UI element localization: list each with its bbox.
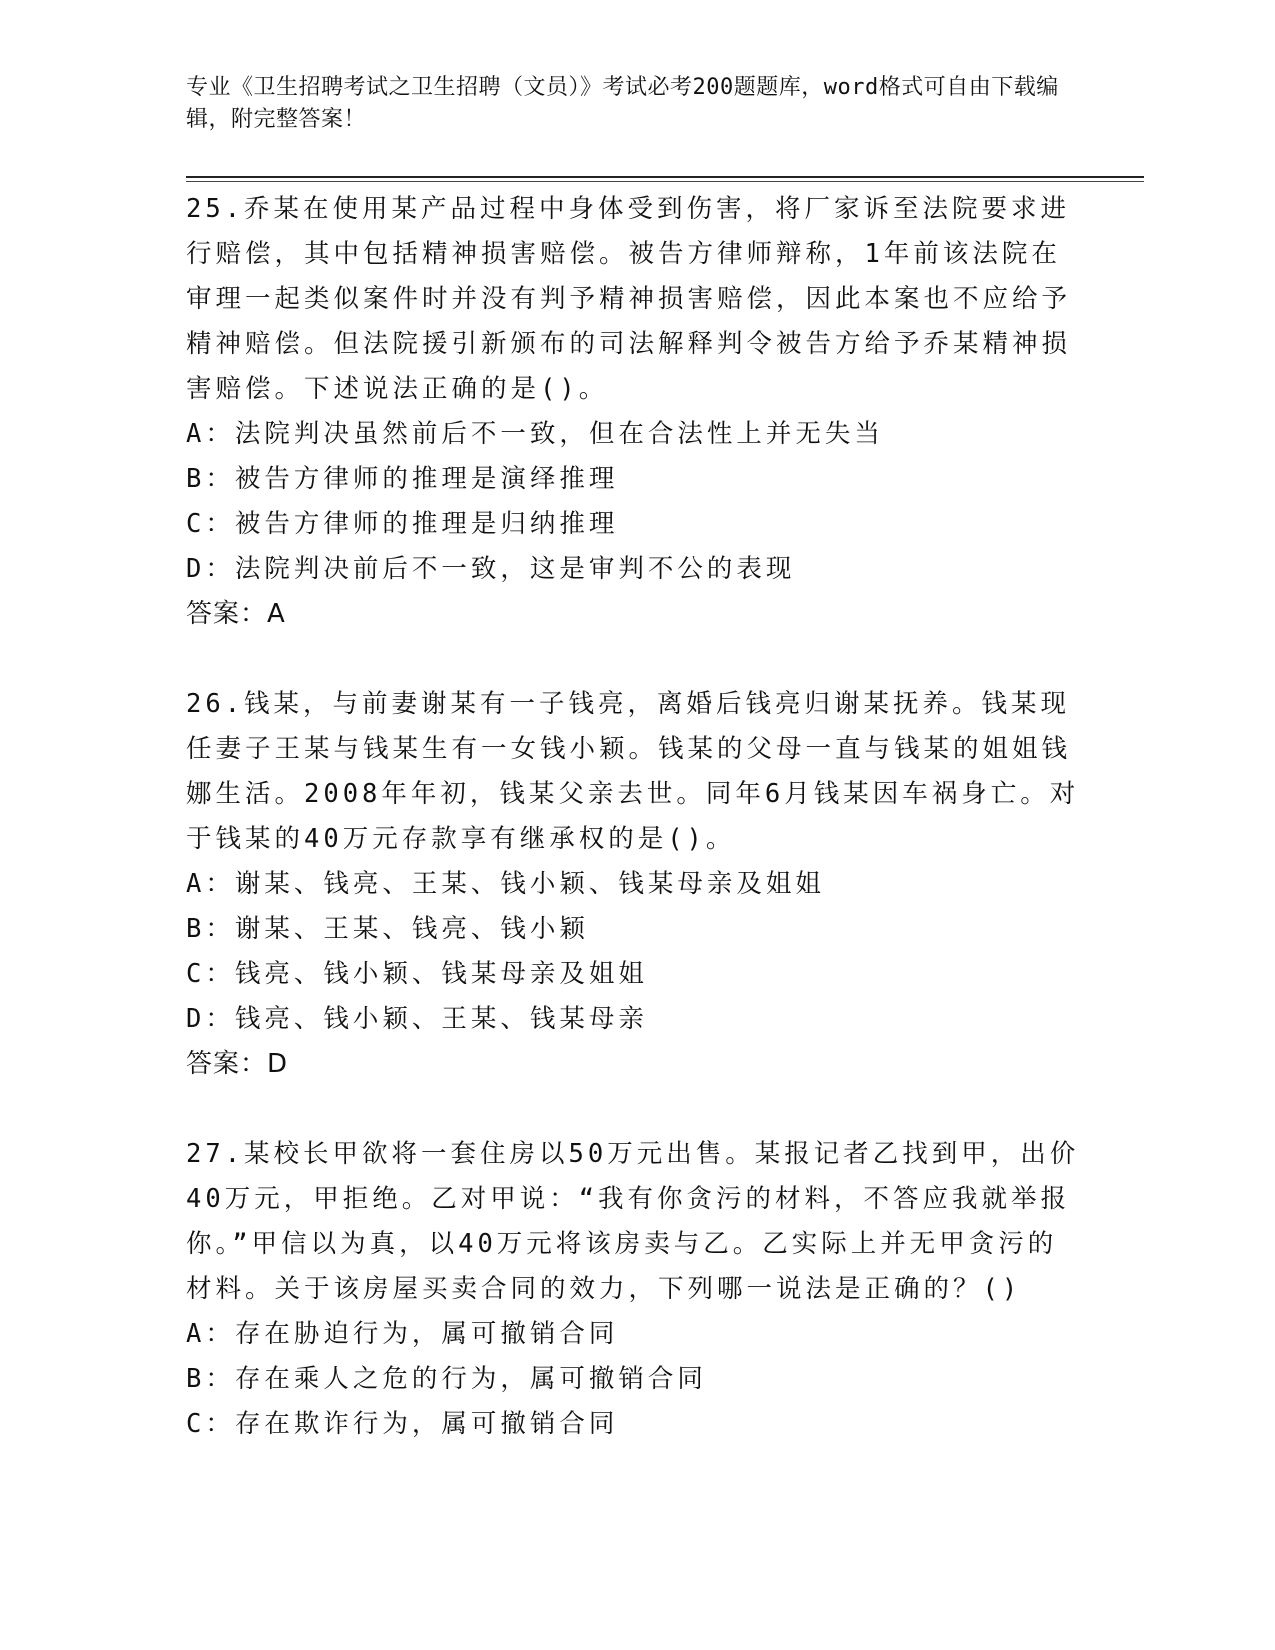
question-text: 27.某校长甲欲将一套住房以50万元出售。某报记者乙找到甲，出价40万元，甲拒绝。乙对甲说：“我有你贪污的材料，不答应我就举报你。”甲信以为真，以40万元将该房卖与乙。乙实际上并无甲贪污的材料。关于该房屋买卖合同的效力，下列哪一说法是正确的？() <box>186 1139 1080 1304</box>
option-b: B：谢某、王某、钱亮、钱小颖 <box>186 914 589 944</box>
header-divider-thick <box>186 176 1144 178</box>
question-text: 25.乔某在使用某产品过程中身体受到伤害，将厂家诉至法院要求进行赔偿，其中包括精神损害赔偿。被告方律师辩称，1年前该法院在审理一起类似案件时并没有判予精神损害赔偿，因此本案也不应给予精神赔偿。但法院援引新颁布的司法解释判令被告方给予乔某精神损害赔偿。下述说法正确的是()。 <box>186 194 1072 404</box>
option-a: A：谢某、钱亮、王某、钱小颖、钱某母亲及姐姐 <box>186 869 825 899</box>
document-header: 专业《卫生招聘考试之卫生招聘（文员）》考试必考200题题库，word格式可自由下载编辑，附完整答案！ <box>186 75 1059 132</box>
question-25 <box>186 187 1086 637</box>
answer-line: 答案：D <box>186 1049 289 1079</box>
option-b: B：存在乘人之危的行为，属可撤销合同 <box>186 1364 707 1394</box>
question-text: 26.钱某，与前妻谢某有一子钱亮，离婚后钱亮归谢某抚养。钱某现任妻子王某与钱某生有一女钱小颖。钱某的父母一直与钱某的姐姐钱娜生活。2008年年初，钱某父亲去世。同年6月钱某因车祸身亡。对于钱某的40万元存款享有继承权的是()。 <box>186 689 1080 854</box>
question-27 <box>186 1132 1086 1447</box>
option-c: C：被告方律师的推理是归纳推理 <box>186 509 619 539</box>
option-a: A：法院判决虽然前后不一致，但在合法性上并无失当 <box>186 419 884 449</box>
question-26 <box>186 682 1086 1087</box>
option-c: C：存在欺诈行为，属可撤销合同 <box>186 1409 619 1439</box>
option-c: C：钱亮、钱小颖、钱某母亲及姐姐 <box>186 959 648 989</box>
answer-line: 答案：A <box>186 599 286 629</box>
option-d: D：法院判决前后不一致，这是审判不公的表现 <box>186 554 796 584</box>
option-a: A：存在胁迫行为，属可撤销合同 <box>186 1319 619 1349</box>
header-divider-thin <box>186 181 1144 182</box>
question-spacer <box>186 637 1086 682</box>
question-list <box>186 187 1086 1447</box>
question-spacer <box>186 1087 1086 1132</box>
option-b: B：被告方律师的推理是演绎推理 <box>186 464 619 494</box>
option-d: D：钱亮、钱小颖、王某、钱某母亲 <box>186 1004 648 1034</box>
